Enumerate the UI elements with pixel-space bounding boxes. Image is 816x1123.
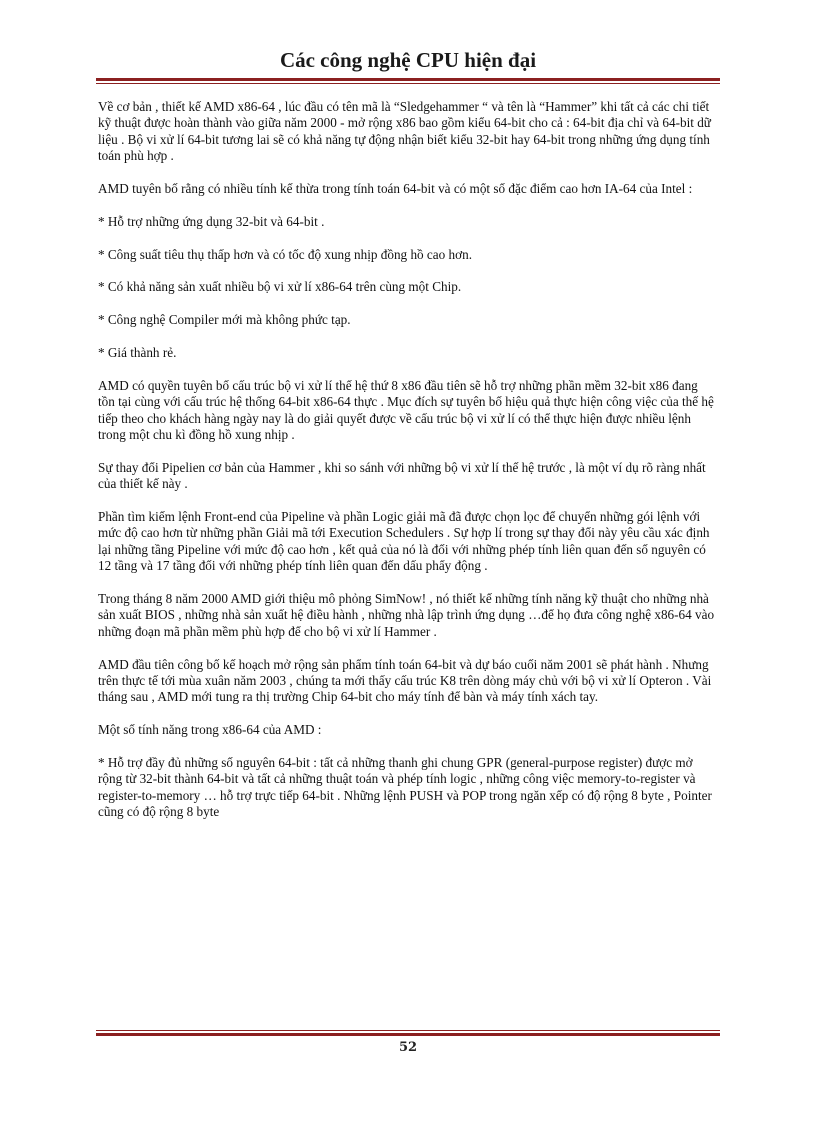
header-rule-thin: [96, 83, 720, 84]
footer-rule-thick: [96, 1033, 720, 1036]
list-item: * Công nghệ Compiler mới mà không phức tạp.: [98, 312, 351, 328]
list-item: * Có khả năng sản xuất nhiều bộ vi xử lí x86-64 trên cùng một Chip.: [98, 279, 462, 295]
list-item: * Hỗ trợ đầy đủ những số nguyên 64-bit : tất cả những thanh ghi chung GPR (general-purpose register) được mở rộng từ 32-bit thành 64-bit và tất cả những thuật toán và phép tính logic , những công việc memory-to-register và register-to-memory … hỗ trợ trực tiếp 64-bit . Những lệnh PUSH và POP trong ngăn xếp có độ rộng 8 byte , Pointer cũng có độ rộng 8 byte: [98, 755, 712, 820]
paragraph: Phần tìm kiếm lệnh Front-end của Pipeline và phần Logic giải mã đã được chọn lọc để chuyển những gói lệnh với mức độ cao hơn từ những phần Giải mã tới Execution Schedulers . Sự hợp lí trong sự thay đổi này yêu cầu xác định lại những tầng Pipeline với mức độ cao hơn , kết quả của nó là đối với những phép tính liên quan đến số nguyên có 12 tầng và 17 tầng đối với những phép tính liên quan đến dấu phẩy động .: [98, 509, 710, 574]
paragraph: Trong tháng 8 năm 2000 AMD giới thiệu mô phỏng SimNow! , nó thiết kế những tính năng kỹ thuật cho những nhà sản xuất BIOS , những nhà sản xuất hệ điều hành , những nhà lập trình ứng dụng …để họ đưa công nghệ x86-64 vào những đoạn mã phần mềm phù hợp để cho bộ vi xử lí Hammer .: [98, 591, 715, 639]
list-item: * Giá thành rẻ.: [98, 345, 177, 360]
page-number: 52: [398, 1040, 418, 1055]
paragraph: AMD đầu tiên công bố kế hoạch mở rộng sản phẩm tính toán 64-bit và dự báo cuối năm 2001 sẽ phát hành . Nhưng trên thực tế tới mùa xuân năm 2003 , chúng ta mới thấy cấu trúc K8 trên dòng máy chủ với bộ vi xử lí Opteron . Vài tháng sau , AMD mới tung ra thị trường Chip 64-bit cho máy tính để bàn và máy tính xách tay.: [98, 656, 712, 705]
list-item: * Hỗ trợ những ứng dụng 32-bit và 64-bit .: [98, 213, 325, 229]
document-body: [98, 99, 716, 1019]
paragraph: Một số tính năng trong x86-64 của AMD :: [98, 722, 322, 738]
paragraph: Sự thay đổi Pipelien cơ bản của Hammer , khi so sánh với những bộ vi xử lí thế hệ trước , là một ví dụ rõ ràng nhất của thiết kế này .: [98, 459, 706, 492]
header-rule-thick: [96, 78, 720, 81]
page-header-title: Các công nghệ CPU hiện đại: [279, 48, 537, 72]
paragraph: Về cơ bản , thiết kế AMD x86-64 , lúc đầu có tên mã là “Sledgehammer “ và tên là “Hammer” khi tất cả các chi tiết kỹ thuật được hoàn thành vào giữa năm 2000 - mở rộng x86 bao gồm kiểu 64-bit cho cả : 64-bit địa chỉ và 64-bit dữ liệu . Bộ vi xử lí 64-bit tương lai sẽ có khả năng tự động nhận biết kiểu 32-bit hay 64-bit trong những ứng dụng tính toán phù hợp .: [98, 99, 711, 164]
paragraph: AMD tuyên bố rằng có nhiều tính kế thừa trong tính toán 64-bit và có một số đặc điểm cao hơn IA-64 của Intel :: [98, 181, 693, 197]
list-item: * Công suất tiêu thụ thấp hơn và có tốc độ xung nhịp đồng hồ cao hơn.: [98, 246, 472, 262]
paragraph: AMD có quyền tuyên bố cấu trúc bộ vi xử lí thế hệ thứ 8 x86 đầu tiên sẽ hỗ trợ những phần mềm 32-bit x86 đang tồn tại cùng với cấu trúc hệ thống 64-bit x86-64 thực . Mục đích sự tuyên bố hiệu quả thực hiện công việc của thế hệ tiếp theo cho khách hàng ngày nay là do giải quyết được về cấu trúc bộ vi xử lí có thể thực hiện được nhiều lệnh trong một chu kì đồng hồ xung nhịp .: [98, 377, 714, 443]
footer-rule-thin: [96, 1030, 720, 1031]
